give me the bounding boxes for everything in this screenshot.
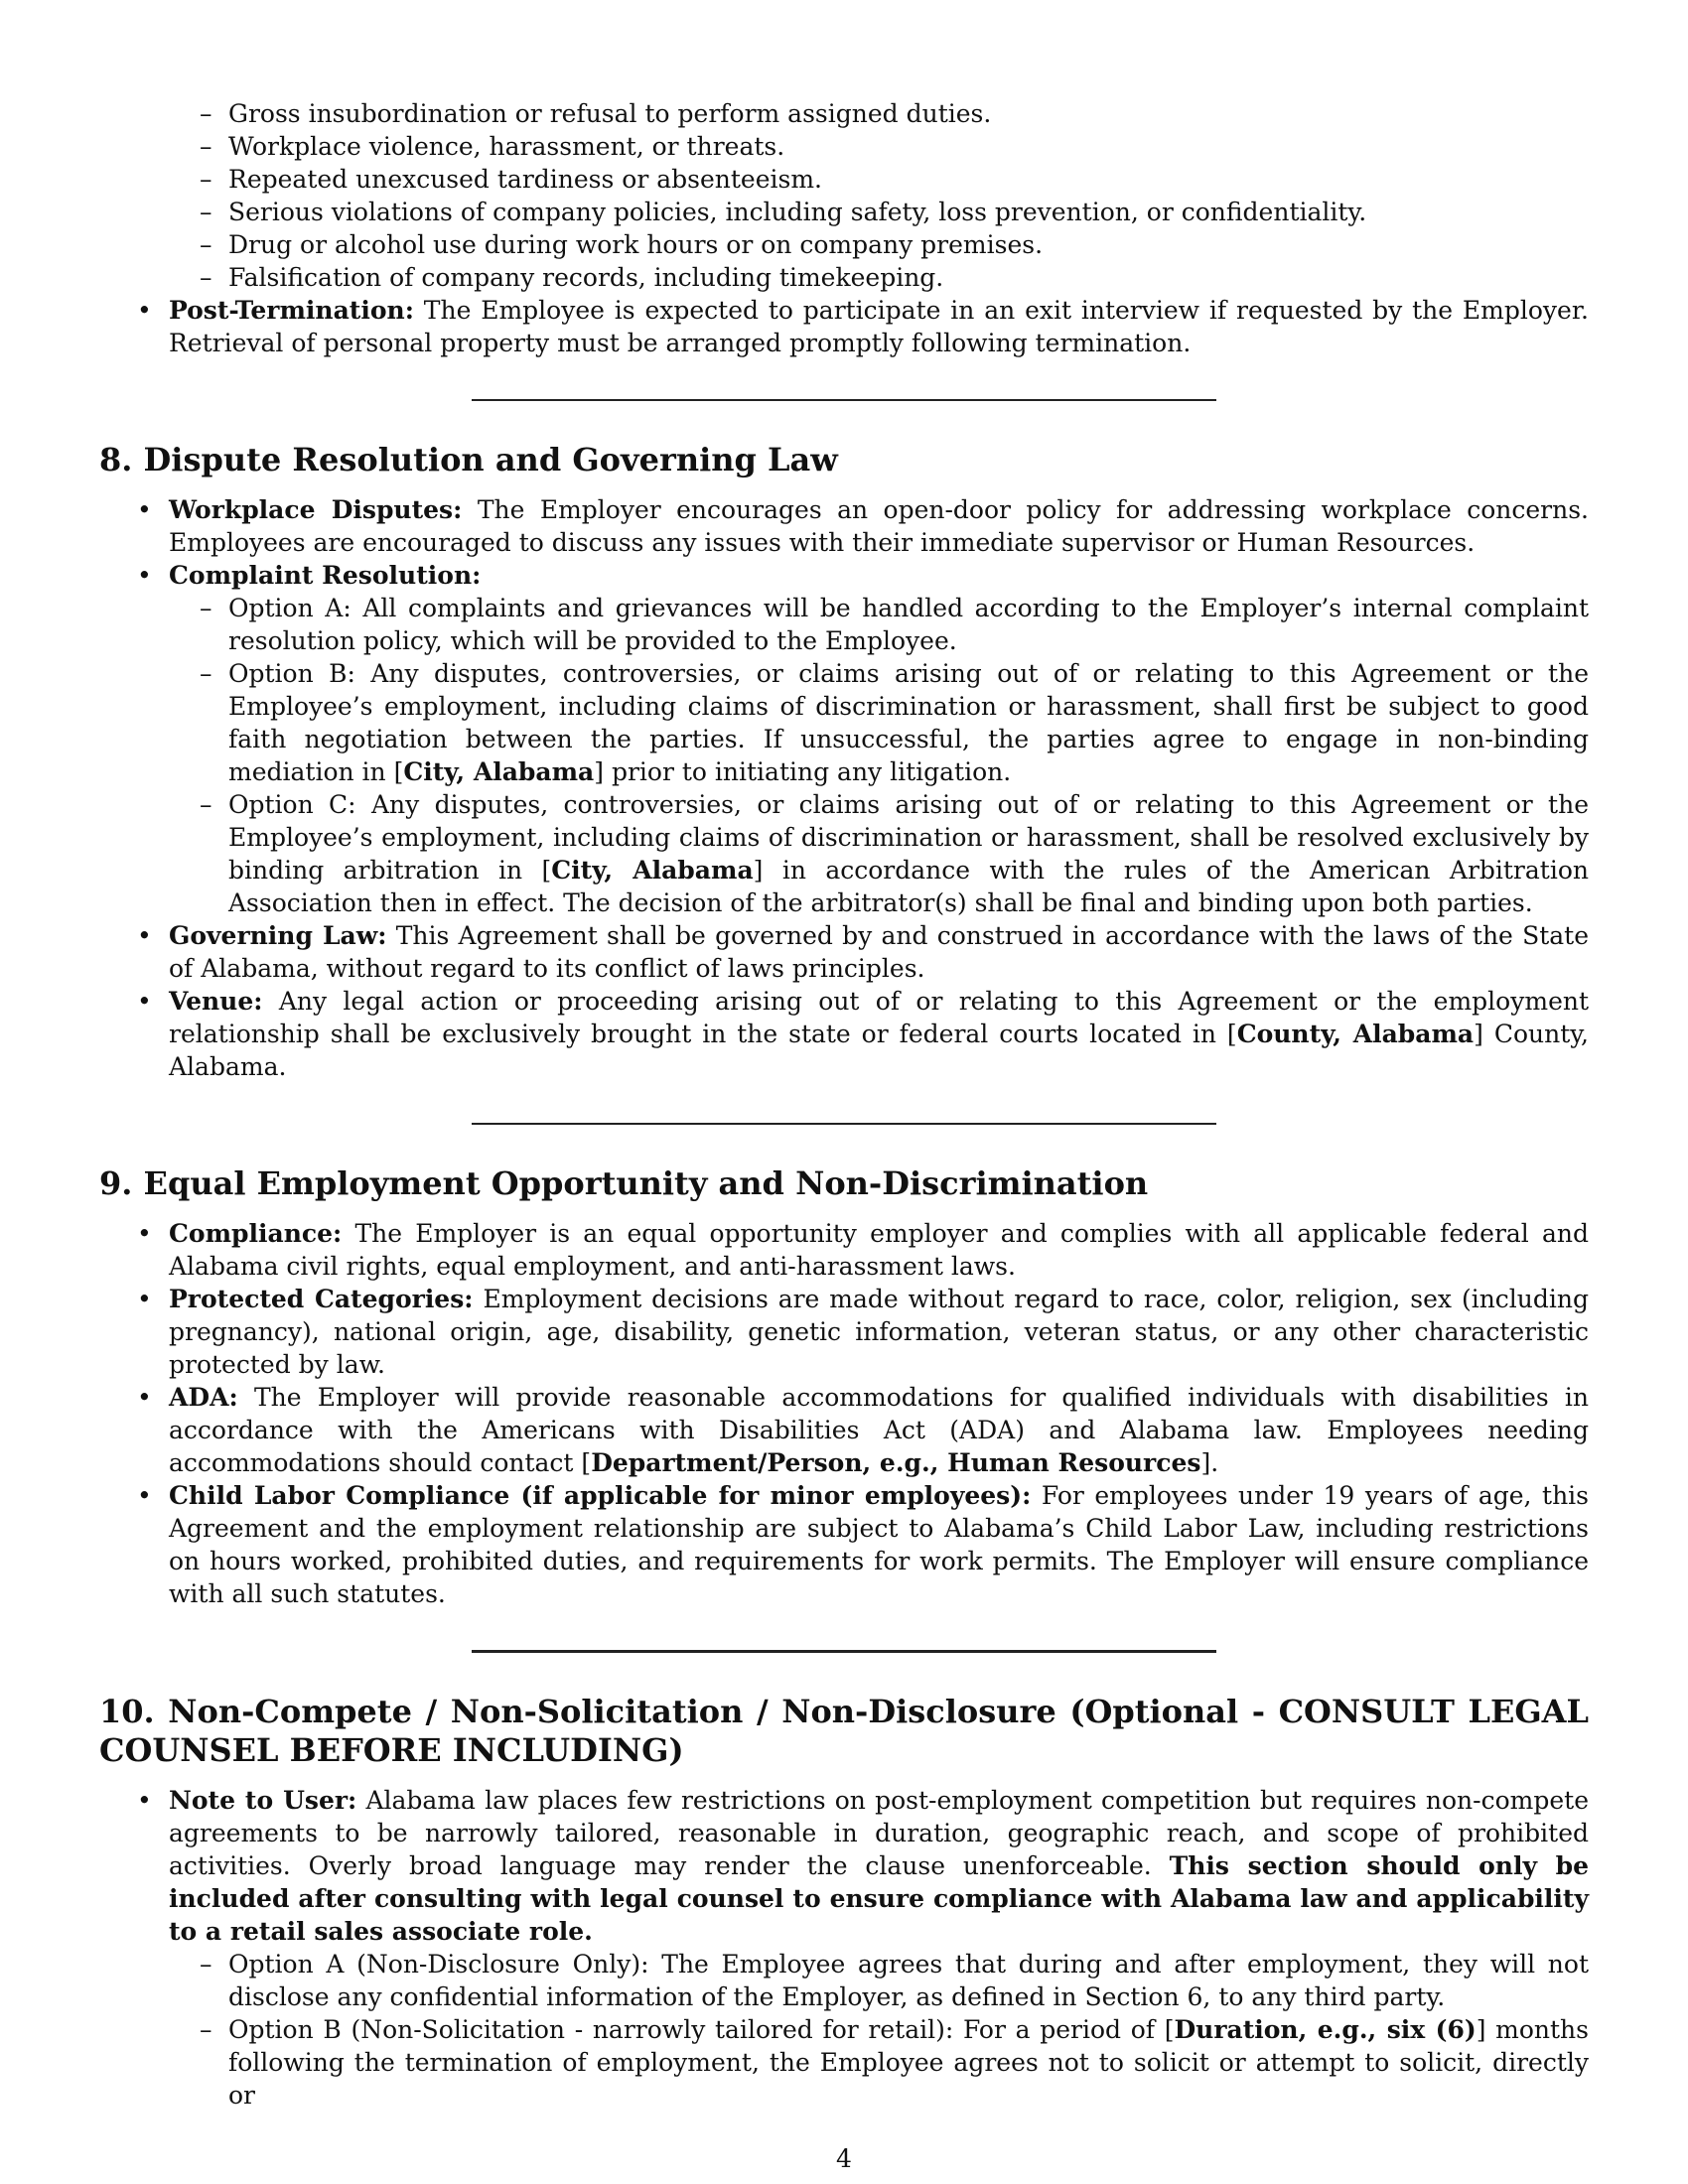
section-9-list bbox=[99, 1217, 1589, 1610]
option-c bbox=[169, 788, 1589, 919]
section-10-title: 10. Non-Compete / Non-Solicitation / Non-Disclosure (Optional - CONSULT LEGAL COUNSEL BEFORE INCLUDING) bbox=[99, 1693, 1589, 1769]
option-b bbox=[169, 2013, 1589, 2112]
placeholder-field: Duration, e.g., six (6) bbox=[1174, 2015, 1477, 2044]
section-divider bbox=[472, 1650, 1216, 1653]
item-text: The Employee is expected to participate in an exit interview if requested by the Employer. Retrieval of personal property must be arranged promptly following termination. bbox=[169, 296, 1590, 357]
placeholder-field: County, Alabama bbox=[1236, 1020, 1475, 1048]
list-item bbox=[99, 1381, 1589, 1479]
restriction-options-list bbox=[169, 1948, 1589, 2112]
option-text: ] in accordance with the rules of the American Arbitration Association then in effect. The decision of the arbitrator(s) shall be final and binding upon both parties. bbox=[228, 856, 1589, 917]
list-item: – Gross insubordination or refusal to perform assigned duties. bbox=[99, 97, 1589, 130]
item-text: For employees under 19 years of age, this Agreement and the employment relationship are subject to Alabama’s Child Labor Law, including restrictions on hours worked, prohibited duties, and requirements for work permits. The Employer will ensure compliance with all such statutes. bbox=[169, 1481, 1589, 1608]
item-text: ]. bbox=[1200, 1448, 1219, 1477]
section-9-title: 9. Equal Employment Opportunity and Non-Discrimination bbox=[99, 1164, 1149, 1202]
item-label: Protected Categories: bbox=[169, 1285, 474, 1313]
option-a: – Option A: All complaints and grievances will be handled according to the Employer’s internal complaint resolution policy, which will be provided to the Employee. bbox=[169, 592, 1589, 657]
section-divider bbox=[472, 1123, 1216, 1125]
item-label: Note to User: bbox=[169, 1786, 357, 1815]
item-label: Workplace Disputes: bbox=[169, 495, 463, 524]
item-text: The Employer will provide reasonable accommodations for qualified individuals with disabilities in accordance with the Americans with Disabilities Act (ADA) and Alabama law. Employees needing accommodations should contact [ bbox=[169, 1383, 1589, 1477]
item-label: Compliance: bbox=[169, 1219, 343, 1248]
item-text: Employment decisions are made without regard to race, color, religion, sex (including pregnancy), national origin, age, disability, genetic information, veteran status, or any other characteristic protected by law. bbox=[169, 1285, 1590, 1379]
item-text: The Employer is an equal opportunity employer and complies with all applicable federal and Alabama civil rights, equal employment, and anti-harassment laws. bbox=[169, 1219, 1589, 1281]
list-item bbox=[99, 985, 1589, 1083]
list-item: – Drug or alcohol use during work hours or on company premises. bbox=[99, 228, 1589, 261]
placeholder-field: Department/Person, e.g., Human Resources bbox=[591, 1448, 1201, 1477]
section-8-title: 8. Dispute Resolution and Governing Law bbox=[99, 441, 838, 478]
option-text: Option C: Any disputes, controversies, or claims arising out of or relating to this Agreement or the Employee’s employment, including claims of discrimination or harassment, shall be resolved exclusively by binding arbitration in [ bbox=[228, 790, 1589, 885]
list-item: – Repeated unexcused tardiness or absenteeism. bbox=[99, 163, 1589, 196]
placeholder-field: City, Alabama bbox=[551, 856, 754, 885]
list-item: – Falsification of company records, including timekeeping. bbox=[99, 261, 1589, 294]
option-text: ] months following the termination of employment, the Employee agrees not to solicit or attempt to solicit, directly or bbox=[228, 2015, 1589, 2110]
option-text: ] prior to initiating any litigation. bbox=[594, 757, 1012, 786]
item-text: Alabama law places few restrictions on post-employment competition but requires non-compete agreements to be narrowly tailored, reasonable in duration, geographic reach, and scope of prohibited activities. Overly broad language may render the clause unenforceable. bbox=[169, 1786, 1589, 1880]
item-label: ADA: bbox=[169, 1383, 238, 1412]
list-item bbox=[99, 919, 1589, 985]
page-number: 4 bbox=[836, 2144, 852, 2173]
item-label: Venue: bbox=[169, 987, 263, 1016]
placeholder-field: City, Alabama bbox=[403, 757, 595, 786]
item-text: The Employer encourages an open-door policy for addressing workplace concerns. Employees are encouraged to discuss any issues with their immediate supervisor or Human Resources. bbox=[169, 495, 1589, 557]
item-label: Complaint Resolution: bbox=[169, 561, 482, 590]
item-text: ] County, Alabama. bbox=[169, 1020, 1589, 1081]
list-item bbox=[99, 559, 1589, 919]
list-item bbox=[99, 1784, 1589, 2112]
post-termination-item bbox=[99, 294, 1589, 359]
option-b bbox=[169, 657, 1589, 788]
bold-warning: This section should only be included after consulting with legal counsel to ensure compliance with Alabama law and applicability to a retail sales associate role. bbox=[169, 1851, 1590, 1946]
section-8-list bbox=[99, 493, 1589, 1083]
option-text: Option B: Any disputes, controversies, or claims arising out of or relating to this Agreement or the Employee’s employment, including claims of discrimination or harassment, shall first be subject to good faith negotiation between the parties. If unsuccessful, the parties agree to engage in non-binding mediation in [ bbox=[228, 659, 1589, 786]
list-item: – Serious violations of company policies, including safety, loss prevention, or confidentiality. bbox=[99, 196, 1589, 228]
document-page bbox=[99, 97, 1589, 2112]
item-label: Post-Termination: bbox=[169, 296, 414, 325]
termination-grounds-list bbox=[99, 97, 1589, 294]
item-text: Any legal action or proceeding arising out of or relating to this Agreement or the employment relationship shall be exclusively brought in the state or federal courts located in [ bbox=[169, 987, 1590, 1048]
list-item bbox=[99, 493, 1589, 559]
option-text: Option B (Non-Solicitation - narrowly tailored for retail): For a period of [ bbox=[228, 2015, 1175, 2044]
section-10-list bbox=[99, 1784, 1589, 2112]
option-a: – Option A (Non-Disclosure Only): The Employee agrees that during and after employment, they will not disclose any confidential information of the Employer, as defined in Section 6, to any third party. bbox=[169, 1948, 1589, 2013]
section-divider bbox=[472, 399, 1216, 401]
list-item bbox=[99, 1479, 1589, 1610]
item-label: Governing Law: bbox=[169, 921, 387, 950]
item-label: Child Labor Compliance (if applicable for minor employees): bbox=[169, 1481, 1032, 1510]
item-text: This Agreement shall be governed by and construed in accordance with the laws of the State of Alabama, without regard to its conflict of laws principles. bbox=[169, 921, 1589, 983]
list-item: – Workplace violence, harassment, or threats. bbox=[99, 130, 1589, 163]
list-item bbox=[99, 1283, 1589, 1381]
complaint-options-list bbox=[169, 592, 1589, 919]
list-item bbox=[99, 1217, 1589, 1283]
post-termination-list bbox=[99, 294, 1589, 359]
